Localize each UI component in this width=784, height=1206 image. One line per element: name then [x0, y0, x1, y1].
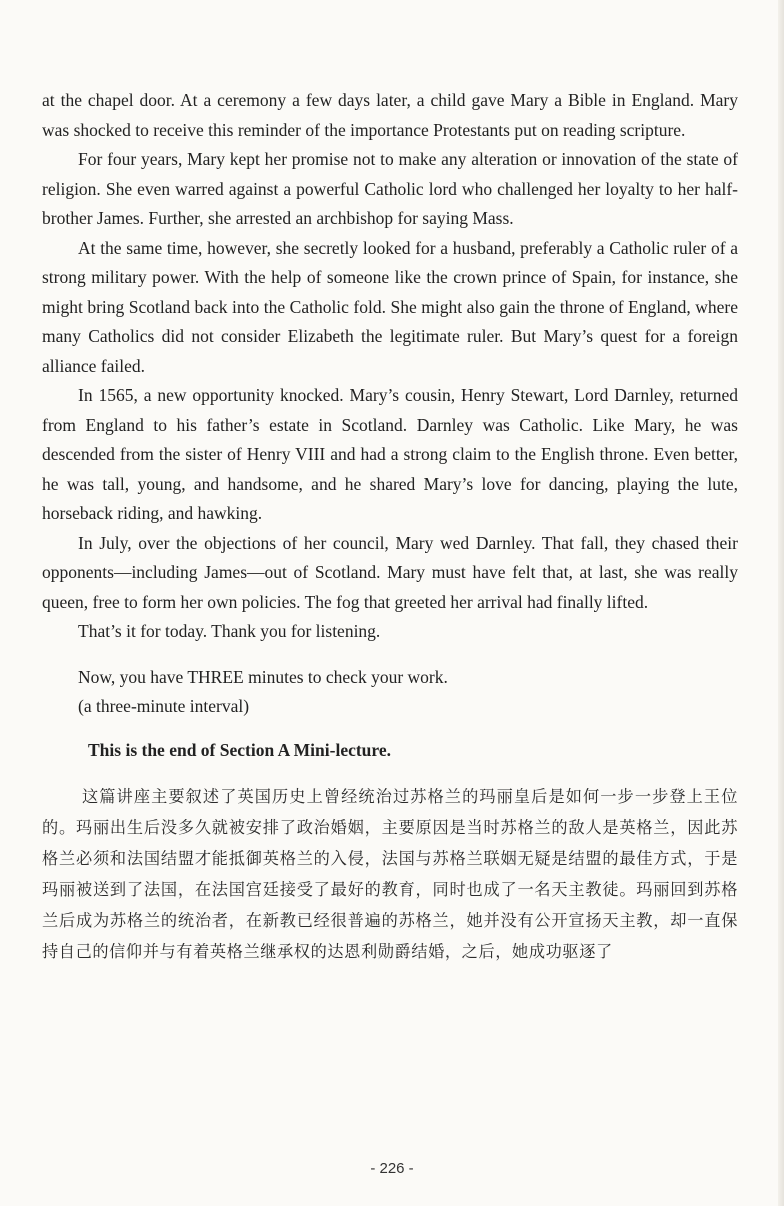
page-edge-shadow [778, 0, 784, 1206]
spacer [42, 722, 738, 736]
page-number: - 226 - [370, 1160, 414, 1177]
check-work-line: Now, you have THREE minutes to check your work. [78, 666, 448, 687]
page-content [42, 86, 738, 967]
paragraph-continuation: at the chapel door. At a ceremony a few days later, a child gave Mary a Bible in England. Mary was shocked to receive this reminder of the importance Protestants put on reading scripture. [42, 90, 738, 140]
spacer [42, 765, 738, 781]
paragraph-wedding: In July, over the objections of her council, Mary wed Darnley. That fall, they chased their opponents—including James—out of Scotland. Mary must have felt that, at last, she was really queen, free to form her own policies. The fog that greeted her arrival had finally lifted. [42, 532, 738, 612]
paragraph-husband: At the same time, however, she secretly looked for a husband, preferably a Catholic ruler of a strong military power. With the help of someone like the crown prince of Spain, for instance, she might bring Scotland back into the Catholic fold. She might also gain the throne of England, where many Catholics did not consider Elizabeth the legitimate ruler. But Mary’s quest for a foreign alliance failed. [42, 237, 738, 376]
paragraph-promise: For four years, Mary kept her promise not to make any alteration or innovation of the state of religion. She even warred against a powerful Catholic lord who challenged her loyalty to her half-brother James. Further, she arrested an archbishop for saying Mass. [42, 149, 738, 228]
closing-line: That’s it for today. Thank you for listening. [78, 621, 381, 641]
chinese-summary: 这篇讲座主要叙述了英国历史上曾经统治过苏格兰的玛丽皇后是如何一步一步登上王位的。玛丽出生后没多久就被安排了政治婚姻，主要原因是当时苏格兰的敌人是英格兰，因此苏格兰必须和法国结盟才能抵御英格兰的入侵，法国与苏格兰联姻无疑是结盟的最佳方式，于是玛丽被送到了法国，在法国宫廷接受了最好的教育，同时也成了一名天主教徒。玛丽回到苏格兰后成为苏格兰的统治者，在新教已经很普遍的苏格兰，她并没有公开宣扬天主教，却一直保持自己的信仰并与有着英格兰继承权的达恩利勋爵结婚，之后，她成功驱逐了 [42, 787, 738, 961]
paragraph-darnley: In 1565, a new opportunity knocked. Mary’s cousin, Henry Stewart, Lord Darnley, returned from England to his father’s estate in Scotland. Darnley was Catholic. Like Mary, he was descended from the sister of Henry VIII and had a strong claim to the English throne. Even better, he was tall, young, and handsome, and he shared Mary’s love for dancing, playing the lute, horseback riding, and hawking. [42, 385, 738, 523]
spacer [42, 647, 738, 663]
section-end-note: This is the end of Section A Mini-lecture. [88, 739, 392, 760]
interval-line: (a three-minute interval) [78, 696, 250, 716]
